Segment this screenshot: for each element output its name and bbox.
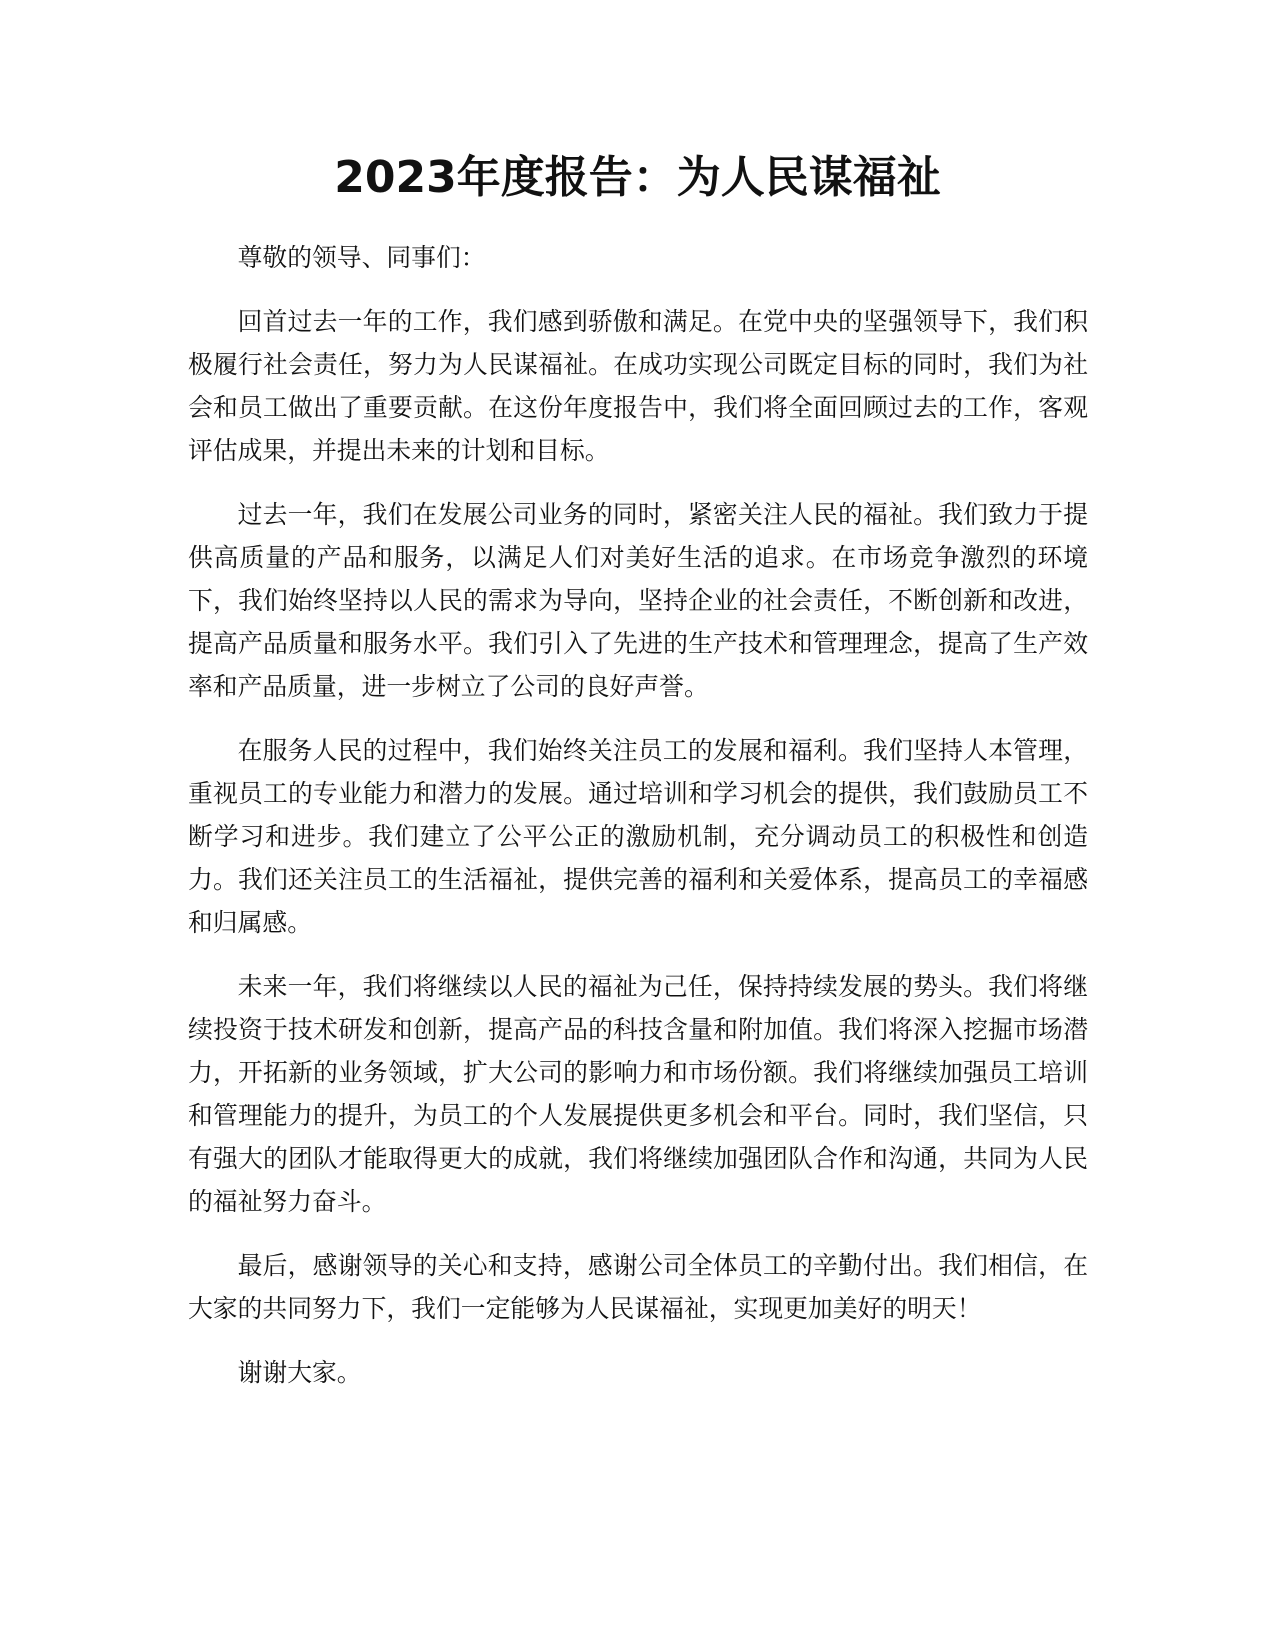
salutation: 尊敬的领导、同事们： xyxy=(237,243,486,272)
paragraph-employees: 在服务人民的过程中，我们始终关注员工的发展和福利。我们坚持人本管理，重视员工的专业能力和潜力的发展。通过培训和学习机会的提供，我们鼓励员工不断学习和进步。我们建立了公平公正的激励机制，充分调动员工的积极性和创造力。我们还关注员工的生活福祉，提供完善的福利和关爱体系，提高员工的幸福感和归属感。 xyxy=(188,736,1088,937)
closing: 谢谢大家。 xyxy=(237,1358,362,1387)
paragraph-review: 回首过去一年的工作，我们感到骄傲和满足。在党中央的坚强领导下，我们积极履行社会责任，努力为人民谋福祉。在成功实现公司既定目标的同时，我们为社会和员工做出了重要贡献。在这份年度报告中，我们将全面回顾过去的工作，客观评估成果，并提出未来的计划和目标。 xyxy=(188,307,1088,465)
paragraph-business: 过去一年，我们在发展公司业务的同时，紧密关注人民的福祉。我们致力于提供高质量的产品和服务，以满足人们对美好生活的追求。在市场竞争激烈的环境下，我们始终坚持以人民的需求为导向，坚持企业的社会责任，不断创新和改进，提高产品质量和服务水平。我们引入了先进的生产技术和管理理念，提高了生产效率和产品质量，进一步树立了公司的良好声誉。 xyxy=(188,500,1088,701)
document-body xyxy=(188,236,1088,1415)
paragraph-thanks: 最后，感谢领导的关心和支持，感谢公司全体员工的辛勤付出。我们相信，在大家的共同努力下，我们一定能够为人民谋福祉，实现更加美好的明天！ xyxy=(188,1251,1088,1323)
paragraph-future: 未来一年，我们将继续以人民的福祉为己任，保持持续发展的势头。我们将继续投资于技术研发和创新，提高产品的科技含量和附加值。我们将深入挖掘市场潜力，开拓新的业务领域，扩大公司的影响力和市场份额。我们将继续加强员工培训和管理能力的提升，为员工的个人发展提供更多机会和平台。同时，我们坚信，只有强大的团队才能取得更大的成就，我们将继续加强团队合作和沟通，共同为人民的福祉努力奋斗。 xyxy=(188,972,1088,1216)
document-title: 2023年度报告：为人民谋福祉 xyxy=(334,152,941,203)
